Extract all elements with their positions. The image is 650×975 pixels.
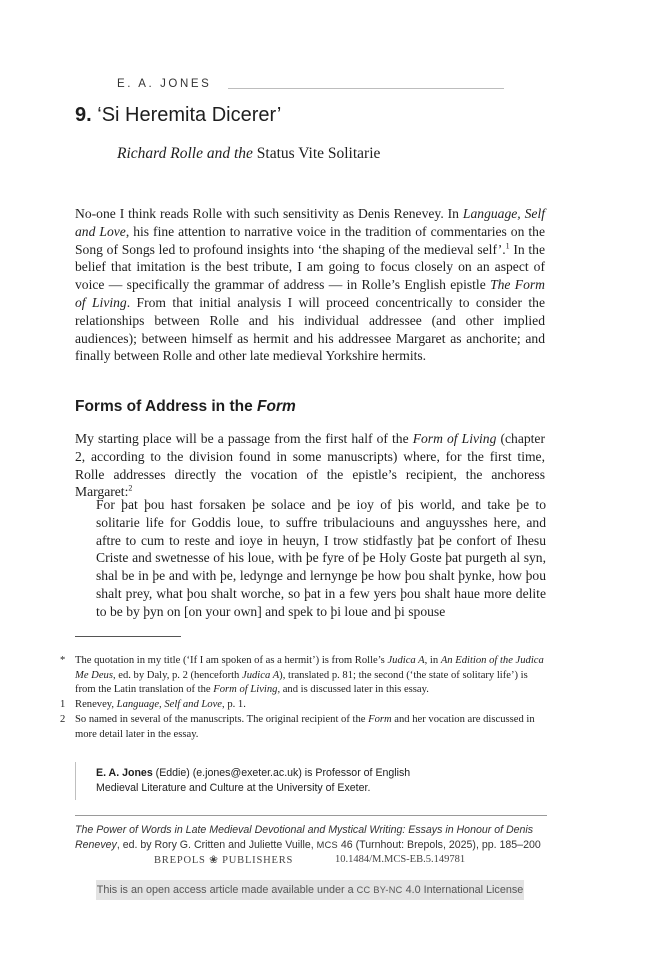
block-quote: For þat þou hast forsaken þe solace and þe ioy of þis world, and take þe to solitarie life for Goddis loue, to suffre tribulaciouns and anguysshes here, and aftre to cum to reste and ioye in heuyn, I trow stidfastly þat þe confort of Ihesu Criste and swetnesse of his loue, with þe fyre of þe Holy Goste þat purgeth al syn, shal be in þe and with þe, ledynge and lernynge þe how þou shalt þynke, how þou shalt prey, what þou shalt worche, so þat in a few yers þou shalt haue more delite to be by þyn on [on your own] and spek to þi loue and þi spouse <box>96 497 546 619</box>
footnote-marker: 1 <box>60 699 66 710</box>
doi[interactable]: 10.1484/M.MCS-EB.5.149781 <box>335 854 466 865</box>
footnote-2 <box>60 713 546 743</box>
author-bio-line-1 <box>96 762 516 781</box>
intro-paragraph <box>75 205 545 365</box>
license-text-1: This is an open access article made available under a <box>96 884 357 896</box>
body-paragraph <box>75 430 545 501</box>
book-title: The Power of Words in Late Medieval Devotional and Mystical Writing: Essays in Honour of Denis Renevey <box>75 824 534 851</box>
section-heading-italic: Form <box>257 398 296 415</box>
subtitle-roman: Status Vite Solitarie <box>256 145 381 162</box>
license-cc[interactable]: CC BY-NC <box>356 885 403 895</box>
fn2-text-1: So named in several of the manuscripts. The original recipient of the <box>75 714 369 725</box>
fn-star-italic-2: An Edition of the Judica Me Deus <box>75 655 544 681</box>
fn-star-text-2: , in <box>424 655 441 666</box>
fn-star-italic-1: Judica A <box>387 655 425 666</box>
subtitle-italic: Richard Rolle and the <box>117 145 253 162</box>
chapter-subtitle <box>117 145 380 163</box>
intro-text-1: No-one I think reads Rolle with such sensitivity as Denis Renevey. In <box>75 206 463 221</box>
series-abbrev: MCS <box>316 840 338 850</box>
footnote-ref-2[interactable]: 2 <box>128 483 133 493</box>
intro-italic-2: The Form of Living <box>75 277 546 310</box>
footnote-text <box>75 713 546 742</box>
footnote-star <box>60 654 546 698</box>
intro-text-3: In the belief that imitation is the best tribute, I am going to focus closely on an aspect of voice — specifically the grammar of address — in Rolle’s English epistle <box>75 241 546 293</box>
fn-star-text-3: , ed. by Daly, p. 2 (henceforth <box>112 669 242 681</box>
fn1-text-2: , p. 1. <box>222 699 246 710</box>
license-banner <box>96 880 524 900</box>
publisher-logo: BREPOLS ❀ PUBLISHERS <box>154 855 294 866</box>
fn1-italic-1: Language, Self and Love <box>116 699 223 710</box>
book-citation <box>75 823 550 853</box>
chapter-number: 9. <box>75 104 92 126</box>
footnote-marker: 2 <box>60 714 66 725</box>
fn1-text-1: Renevey, <box>75 699 117 710</box>
author-name: E. A. Jones <box>96 767 153 779</box>
author-bio-text: (Eddie) (e.jones@exeter.ac.uk) is Professor of English <box>152 767 411 779</box>
footnote-ref-1[interactable]: 1 <box>505 241 510 251</box>
license-text-2: 4.0 International License <box>402 884 524 896</box>
citation-text-1: , ed. by Rory G. Critten and Juliette Vuille, <box>116 839 317 851</box>
author-bio-line-2: Medieval Literature and Culture at the University of Exeter. <box>96 781 371 794</box>
citation-text-2: 46 (Turnhout: Brepols, 2025), pp. 185–200 <box>337 839 541 851</box>
intro-text-4: . From that initial analysis I will proceed concentrically to consider the relationships between Rolle and his individual addressee (and other implied audiences); between himself as hermit and his addressee Margaret as anchorite; and finally between Rolle and other late medieval Yorkshire hermits. <box>75 294 545 364</box>
fn-star-italic-4: Form of Living <box>213 684 278 696</box>
fn2-italic-1: Form <box>368 714 392 725</box>
author-bio <box>75 762 516 800</box>
chapter-title <box>75 104 281 127</box>
fn-star-text-5: , and is discussed later in this essay. <box>277 684 429 696</box>
intro-text-2: , his fine attention to narrative voice in the tradition of commentaries on the Song of Songs led to profound insights into ‘the shaping of the medieval self’. <box>75 223 545 257</box>
footnote-rule <box>75 636 181 637</box>
fn2-text-2: and her vocation are discussed in more detail later in the essay. <box>75 714 535 740</box>
para2-text-2: (chapter 2, according to the division found in some manuscripts) where, for the first time, Rolle addresses directly the vocation of the epistle’s recipient, the anchoress Margaret: <box>75 431 545 500</box>
running-head: E. A. JONES <box>117 78 212 90</box>
footnote-text <box>75 654 546 698</box>
fn-star-text-1: The quotation in my title (‘If I am spoken of as a hermit’) is from Rolle’s <box>75 655 388 666</box>
section-heading <box>75 398 296 416</box>
intro-italic-1: Language, Self and Love <box>75 206 546 239</box>
fn-star-text-4: ), translated p. 81; the second (‘the state of solitary life’) is from the Latin translation of the <box>75 669 528 696</box>
footnote-1 <box>60 698 546 713</box>
fn-star-italic-3: Judica A <box>242 669 280 681</box>
para2-italic-1: Form of Living <box>412 431 497 446</box>
section-heading-roman: Forms of Address in the <box>75 398 258 415</box>
chapter-title-text: ‘Si Heremita Dicerer’ <box>97 104 282 126</box>
footnote-marker: * <box>60 655 66 666</box>
running-head-rule <box>228 88 504 89</box>
footnote-text <box>75 698 546 713</box>
citation-rule <box>75 815 547 816</box>
para2-text-1: My starting place will be a passage from the first half of the <box>75 431 413 446</box>
